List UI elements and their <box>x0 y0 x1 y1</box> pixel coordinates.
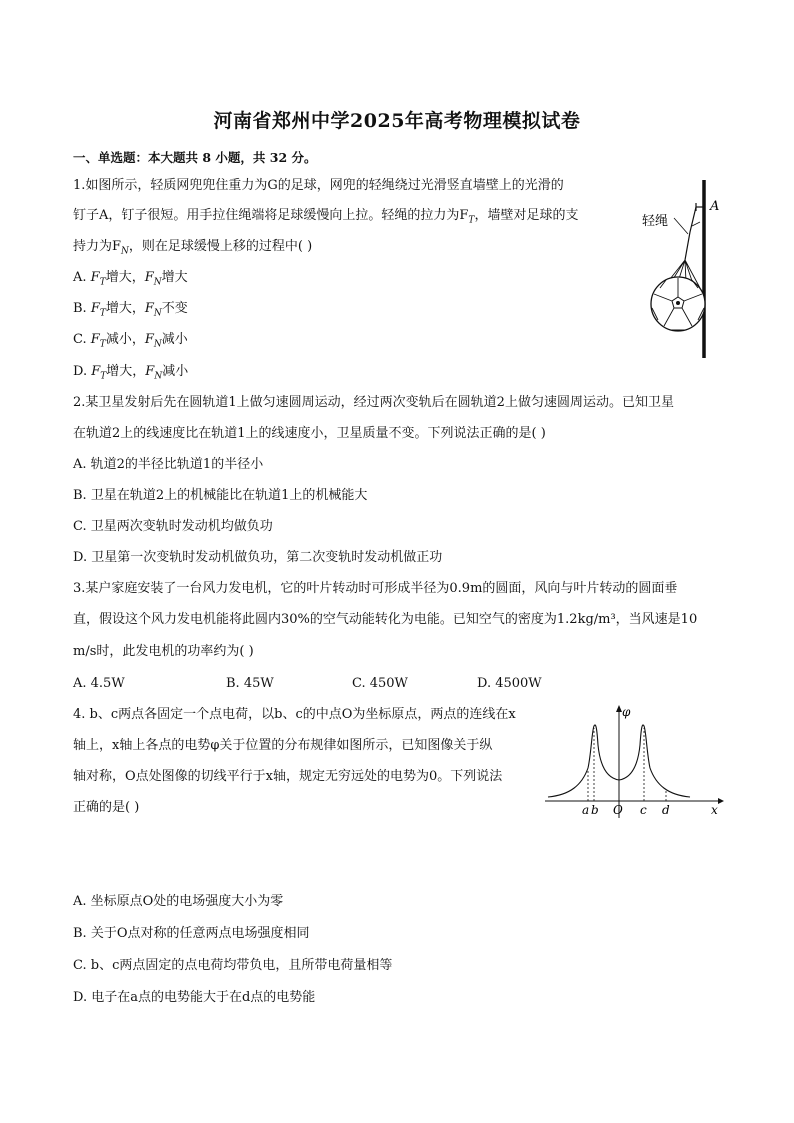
q1-option-c[interactable]: C. $F_T$减小，$F_N$减小 <box>73 332 188 350</box>
q2-line1: 2.某卫星发射后先在圆轨道1上做匀速圆周运动，经过两次变轨后在圆轨道2上做匀速圆周运动。已知卫星 <box>73 395 674 410</box>
tick-c: c <box>640 803 647 817</box>
tick-o: O <box>613 803 623 817</box>
q3-line1: 3.某户家庭安装了一台风力发电机，它的叶片转动时可形成半径为0.9m的圆面，风向与叶片转动的圆面垂 <box>73 581 678 596</box>
q1-line1: 1.如图所示，轻质网兜兜住重力为G的足球，网兜的轻绳绕过光滑竖直墙壁上的光滑的 <box>73 178 564 193</box>
section-heading: 一、单选题：本大题共 8 小题，共 32 分。 <box>73 150 317 165</box>
y-axis-label: φ <box>622 705 631 719</box>
q3-line3: m/s时，此发电机的功率约为( ) <box>73 644 254 659</box>
q4-option-c[interactable]: C. b、c两点固定的点电荷均带负电，且所带电荷量相等 <box>73 958 393 973</box>
tick-b: b <box>591 803 599 817</box>
q2-option-b[interactable]: B. 卫星在轨道2上的机械能比在轨道1上的机械能大 <box>73 488 368 503</box>
q4-option-b[interactable]: B. 关于O点对称的任意两点电场强度相同 <box>73 926 310 941</box>
q3-option-a[interactable]: A. 4.5W <box>73 676 125 691</box>
q2-option-a[interactable]: A. 轨道2的半径比轨道1的半径小 <box>73 457 264 472</box>
q4-line2: 轴上，x轴上各点的电势φ关于位置的分布规律如图所示，已知图像关于纵 <box>73 738 493 753</box>
q1-option-a[interactable]: A. $F_T$增大，$F_N$增大 <box>73 270 188 288</box>
page-title: 河南省郑州中学2025年高考物理模拟试卷 <box>213 110 581 132</box>
q3-line2: 直，假设这个风力发电机能将此圆内30%的空气动能转化为电能。已知空气的密度为1.2kg/m³，当风速是10 <box>73 612 698 627</box>
tick-a: a <box>582 803 590 817</box>
q1-option-b[interactable]: B. $F_T$增大，$F_N$不变 <box>73 301 188 319</box>
q1-option-d[interactable]: D. $F_T$增大，$F_N$减小 <box>73 364 189 382</box>
rope-line <box>685 207 696 260</box>
x-axis-label: x <box>711 803 718 817</box>
q2-option-c[interactable]: C. 卫星两次变轨时发动机均做负功 <box>73 519 273 534</box>
q4-option-d[interactable]: D. 电子在a点的电势能大于在d点的电势能 <box>73 990 316 1005</box>
q2-option-d[interactable]: D. 卫星第一次变轨时发动机做负功，第二次变轨时发动机做正功 <box>73 550 443 565</box>
q4-line4: 正确的是( ) <box>73 800 140 815</box>
tick-d: d <box>662 803 670 817</box>
q3-option-b[interactable]: B. 45W <box>226 676 274 691</box>
nail-label: A <box>710 199 720 214</box>
q1-line2: 钉子A，钉子很短。用手拉住绳端将足球缓慢向上拉。轻绳的拉力为$F_T$，墙壁对足球的支 <box>73 208 579 226</box>
q2-line2: 在轨道2上的线速度比在轨道1上的线速度小，卫星质量不变。下列说法正确的是( ) <box>73 426 546 441</box>
q4-potential-graph <box>540 700 730 825</box>
rope-label: 轻绳 <box>642 214 669 229</box>
q4-option-a[interactable]: A. 坐标原点O处的电场强度大小为零 <box>73 894 284 909</box>
q1-line3: 持力为$F_N$，则在足球缓慢上移的过程中( ) <box>73 239 313 257</box>
q3-option-c[interactable]: C. 450W <box>352 676 408 691</box>
q4-line3: 轴对称，O点处图像的切线平行于x轴，规定无穷远处的电势为0。下列说法 <box>73 769 503 784</box>
q4-line1: 4. b、c两点各固定一个点电荷，以b、c的中点O为坐标原点，两点的连线在x <box>73 707 516 722</box>
q1-football-figure <box>630 176 730 361</box>
q3-option-d[interactable]: D. 4500W <box>477 676 542 691</box>
